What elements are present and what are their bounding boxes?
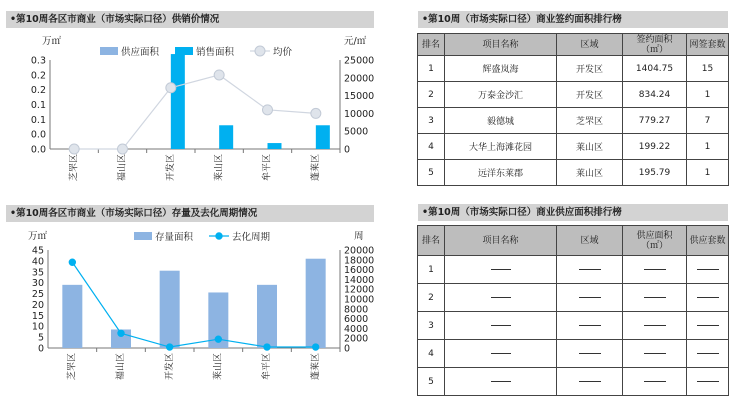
- y2-tick-label: 0: [344, 144, 351, 156]
- rank-cell: 4: [418, 340, 445, 368]
- line-marker: [69, 259, 75, 265]
- table-row: [418, 368, 729, 396]
- sign-ranking-title: •第10周（市场实际口径）商业签约面积排行榜: [418, 11, 728, 28]
- y2-tick-label: 16000: [344, 265, 375, 277]
- rank-cell: 4: [418, 134, 445, 160]
- header-district: 区域: [557, 226, 623, 256]
- y-tick-label: 0.1: [30, 100, 46, 111]
- y-tick-label: 0.0: [30, 144, 46, 156]
- y2-tick-label: 18000: [344, 255, 375, 267]
- y2-tick-label: 5000: [344, 126, 369, 138]
- table-row: [418, 256, 729, 284]
- y-axis-unit: 万㎡: [42, 36, 62, 47]
- empty-cell: [623, 256, 687, 284]
- y-tick-label: 40: [31, 256, 44, 268]
- empty-cell: [623, 368, 687, 396]
- series-line: [72, 262, 315, 347]
- area-cell: 195.79: [623, 160, 687, 186]
- empty-cell: [445, 312, 557, 340]
- line-marker: [264, 344, 270, 350]
- header-units: 网签套数: [687, 34, 729, 56]
- empty-cell: [687, 284, 729, 312]
- legend-marker: [255, 46, 265, 56]
- units-cell: 7: [687, 108, 729, 134]
- units-cell: 1: [687, 160, 729, 186]
- empty-cell: [445, 340, 557, 368]
- y2-tick-label: 0: [344, 343, 351, 355]
- empty-cell: [623, 284, 687, 312]
- units-cell: 15: [687, 56, 729, 82]
- empty-cell: [687, 256, 729, 284]
- table-row: [418, 312, 729, 340]
- units-cell: 1: [687, 134, 729, 160]
- line-marker: [263, 105, 273, 115]
- line-marker: [166, 344, 172, 350]
- empty-cell: [687, 312, 729, 340]
- bar: [306, 259, 326, 348]
- y2-tick-label: 8000: [344, 304, 369, 316]
- supply-ranking-table: [417, 225, 729, 396]
- empty-cell: [445, 256, 557, 284]
- y-tick-label: 30: [31, 278, 44, 290]
- rank-cell: 2: [418, 284, 445, 312]
- empty-cell: [445, 368, 557, 396]
- table-row: [418, 340, 729, 368]
- area-cell: 779.27: [623, 108, 687, 134]
- bar: [171, 54, 185, 149]
- bar: [268, 143, 282, 149]
- legend-label: 存量面积: [155, 232, 194, 243]
- y2-tick-label: 25000: [344, 55, 375, 67]
- line-marker: [215, 336, 221, 342]
- area-cell: 834.24: [623, 82, 687, 108]
- series-line: [74, 75, 316, 149]
- bar: [316, 125, 330, 149]
- units-cell: 1: [687, 82, 729, 108]
- x-tick-label: 开发区: [164, 353, 175, 381]
- y2-tick-label: 10000: [344, 108, 375, 120]
- table-header-row: [418, 34, 729, 56]
- project-cell: 远洋东莱郡: [445, 160, 557, 186]
- x-tick-label: 牟平区: [262, 353, 273, 381]
- x-tick-label: 莱山区: [213, 353, 224, 381]
- empty-cell: [623, 312, 687, 340]
- supply-sales-price-chart-title: •第10周各区市商业（市场实际口径）供销价情况: [6, 11, 374, 28]
- stock-cycle-chart-title: •第10周各区市商业（市场实际口径）存量及去化周期情况: [6, 205, 374, 222]
- district-cell: 开发区: [557, 82, 623, 108]
- y-tick-label: 45: [31, 245, 44, 257]
- line-marker: [69, 144, 79, 154]
- rank-cell: 3: [418, 108, 445, 134]
- project-cell: 辉盛岚海: [445, 56, 557, 82]
- sign-ranking-table: [417, 33, 729, 186]
- bar: [219, 125, 233, 149]
- header-supply-area: 供应面积 （㎡）: [623, 226, 687, 256]
- line-marker: [166, 83, 176, 93]
- empty-cell: [557, 368, 623, 396]
- x-tick-label: 蓬莱区: [310, 154, 321, 182]
- bar: [257, 285, 277, 348]
- header-rank: 排名: [418, 34, 445, 56]
- line-marker: [118, 144, 128, 154]
- y2-axis-unit: 周: [354, 231, 364, 242]
- x-tick-label: 芝罘区: [69, 154, 80, 182]
- empty-cell: [557, 256, 623, 284]
- legend-marker: [216, 233, 222, 239]
- header-supply-units: 供应套数: [687, 226, 729, 256]
- header-project-name: 项目名称: [445, 226, 557, 256]
- supply-sales-price-chart: [4, 34, 374, 194]
- empty-cell: [557, 312, 623, 340]
- y2-tick-label: 4000: [344, 323, 369, 335]
- rank-cell: 3: [418, 312, 445, 340]
- area-cell: 199.22: [623, 134, 687, 160]
- y-tick-label: 0: [37, 343, 44, 355]
- y-tick-label: 0.2: [30, 70, 46, 82]
- line-marker: [312, 344, 318, 350]
- x-tick-label: 开发区: [165, 154, 176, 182]
- rank-cell: 5: [418, 160, 445, 186]
- table-row: [418, 82, 729, 108]
- header-sign-area: 签约面积 （㎡）: [623, 34, 687, 56]
- y2-tick-label: 15000: [344, 91, 375, 103]
- x-tick-label: 牟平区: [262, 154, 273, 182]
- table-row: [418, 284, 729, 312]
- header-project-name: 项目名称: [445, 34, 557, 56]
- y2-axis-unit: 元/㎡: [344, 36, 367, 47]
- stock-cycle-chart: [4, 228, 374, 393]
- y-tick-label: 0.2: [30, 85, 46, 97]
- x-tick-label: 蓬莱区: [310, 353, 321, 381]
- empty-cell: [557, 284, 623, 312]
- empty-cell: [687, 340, 729, 368]
- district-cell: 莱山区: [557, 134, 623, 160]
- district-cell: 芝罘区: [557, 108, 623, 134]
- legend-swatch: [100, 47, 118, 55]
- supply-ranking-title: •第10周（市场实际口径）商业供应面积排行榜: [418, 204, 728, 221]
- empty-cell: [557, 340, 623, 368]
- table-row: [418, 108, 729, 134]
- y-tick-label: 25: [31, 289, 44, 301]
- x-tick-label: 福山区: [116, 353, 127, 381]
- rank-cell: 1: [418, 256, 445, 284]
- legend-label: 去化周期: [232, 232, 271, 243]
- empty-cell: [687, 368, 729, 396]
- legend-label: 均价: [273, 47, 293, 58]
- rank-cell: 2: [418, 82, 445, 108]
- legend-label: 销售面积: [196, 47, 235, 58]
- line-marker: [214, 70, 224, 80]
- y-tick-label: 20: [31, 299, 44, 311]
- project-cell: 大华上海滩花园: [445, 134, 557, 160]
- project-cell: 毅德城: [445, 108, 557, 134]
- table-row: [418, 134, 729, 160]
- y-tick-label: 35: [31, 267, 44, 279]
- line-marker: [311, 108, 321, 118]
- legend-swatch: [134, 232, 152, 240]
- y-tick-label: 0.3: [30, 55, 46, 67]
- y2-tick-label: 12000: [344, 284, 375, 296]
- y-axis-unit: 万㎡: [28, 231, 48, 242]
- legend-label: 供应面积: [121, 47, 160, 58]
- legend-swatch: [175, 47, 193, 55]
- x-tick-label: 福山区: [117, 154, 128, 182]
- table-row: [418, 56, 729, 82]
- x-tick-label: 莱山区: [214, 154, 225, 182]
- y-tick-label: 10: [31, 321, 44, 333]
- y2-tick-label: 2000: [344, 333, 369, 345]
- y2-tick-label: 10000: [344, 294, 375, 306]
- bar: [62, 285, 82, 348]
- y2-tick-label: 20000: [344, 245, 375, 257]
- y2-tick-label: 20000: [344, 73, 375, 85]
- x-tick-label: 芝罘区: [67, 353, 78, 381]
- rank-cell: 1: [418, 56, 445, 82]
- header-district: 区域: [557, 34, 623, 56]
- y-tick-label: 5: [37, 332, 44, 344]
- table-row: [418, 160, 729, 186]
- y2-tick-label: 6000: [344, 314, 369, 326]
- district-cell: 开发区: [557, 56, 623, 82]
- line-marker: [118, 330, 124, 336]
- empty-cell: [445, 284, 557, 312]
- bar: [160, 271, 180, 348]
- district-cell: 莱山区: [557, 160, 623, 186]
- y2-tick-label: 14000: [344, 274, 375, 286]
- empty-cell: [623, 340, 687, 368]
- y-tick-label: 15: [31, 310, 44, 322]
- table-header-row: [418, 226, 729, 256]
- project-cell: 万泰金沙汇: [445, 82, 557, 108]
- header-rank: 排名: [418, 226, 445, 256]
- y-tick-label: 0.1: [30, 114, 46, 126]
- rank-cell: 5: [418, 368, 445, 396]
- area-cell: 1404.75: [623, 56, 687, 82]
- y-tick-label: 0.0: [30, 129, 46, 141]
